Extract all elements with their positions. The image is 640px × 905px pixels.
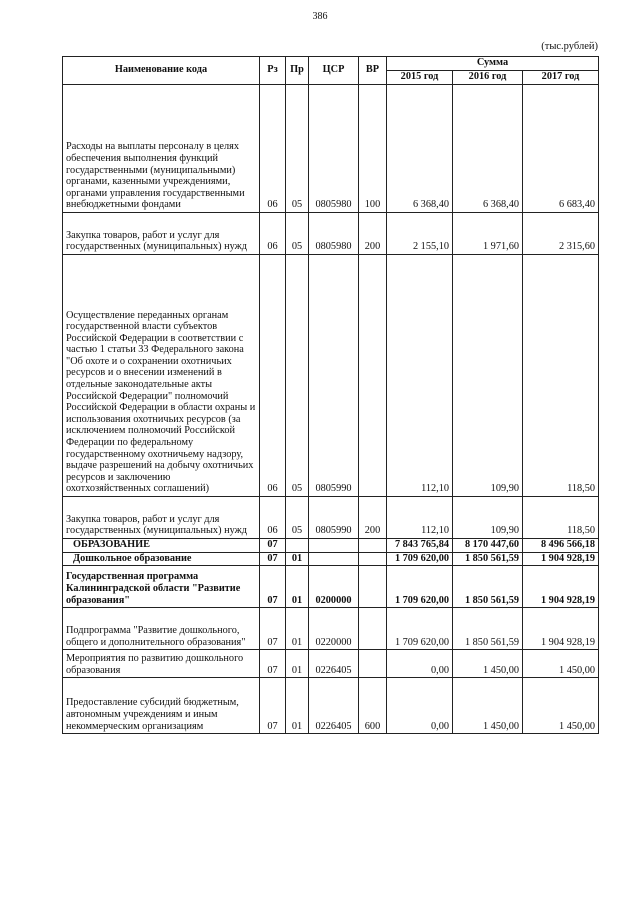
row-pr: 05 (286, 213, 309, 255)
row-2017: 1 904 928,19 (523, 566, 599, 608)
row-pr: 01 (286, 566, 309, 608)
row-vr (359, 255, 387, 497)
row-2016: 109,90 (453, 497, 523, 539)
row-2016: 1 450,00 (453, 650, 523, 678)
header-name: Наименование кода (63, 57, 260, 85)
row-name: Расходы на выплаты персоналу в целях обеспечения выполнения функций государственными (муниципальными) органами, казенными учреждениями, органами управления государственными внебюджетными фондами (63, 85, 260, 213)
header-2016: 2016 год (453, 71, 523, 85)
row-2015: 112,10 (387, 497, 453, 539)
row-vr (359, 539, 387, 553)
row-2017: 118,50 (523, 255, 599, 497)
row-2017: 8 496 566,18 (523, 539, 599, 553)
row-vr: 200 (359, 213, 387, 255)
row-pr (286, 539, 309, 553)
page-number: 386 (312, 11, 328, 22)
header-pr: Пр (286, 57, 309, 85)
row-2015: 0,00 (387, 650, 453, 678)
row-2016: 1 850 561,59 (453, 608, 523, 650)
header-vr: ВР (359, 57, 387, 85)
row-rz: 06 (260, 497, 286, 539)
table-row (63, 608, 599, 650)
row-csr: 0220000 (309, 608, 359, 650)
row-csr (309, 539, 359, 553)
row-2017: 1 450,00 (523, 650, 599, 678)
row-name: Подпрограмма "Развитие дошкольного, общего и дополнительного образования" (63, 608, 260, 650)
row-2016: 1 971,60 (453, 213, 523, 255)
header-2017: 2017 год (523, 71, 599, 85)
row-rz: 07 (260, 539, 286, 553)
table-row (63, 497, 599, 539)
table-row (63, 678, 599, 734)
row-rz: 06 (260, 213, 286, 255)
row-pr: 01 (286, 678, 309, 734)
row-rz: 06 (260, 255, 286, 497)
header-rz: Рз (260, 57, 286, 85)
row-pr: 05 (286, 255, 309, 497)
row-vr: 100 (359, 85, 387, 213)
row-2015: 1 709 620,00 (387, 566, 453, 608)
row-vr (359, 552, 387, 566)
row-vr: 600 (359, 678, 387, 734)
row-name: ОБРАЗОВАНИЕ (63, 539, 260, 553)
row-2015: 2 155,10 (387, 213, 453, 255)
row-vr (359, 608, 387, 650)
header-csr: ЦСР (309, 57, 359, 85)
row-vr (359, 650, 387, 678)
table-row (63, 539, 599, 553)
row-name: Государственная программа Калининградской области "Развитие образования" (63, 566, 260, 608)
row-name: Дошкольное образование (63, 552, 260, 566)
row-csr: 0200000 (309, 566, 359, 608)
table-row (63, 566, 599, 608)
row-rz: 06 (260, 85, 286, 213)
table-row (63, 650, 599, 678)
row-csr: 0226405 (309, 678, 359, 734)
row-csr (309, 552, 359, 566)
row-2016: 1 850 561,59 (453, 566, 523, 608)
row-name: Осуществление переданных органам государственной власти субъектов Российской Федерации в соответствии с частью 1 статьи 33 Федерального закона "Об охоте и о сохранении охотничьих ресурсов и о внесении изменений в отдельные законодательные акты Российской Федерации" полномочий Российской Федерации в области охраны и использования охотничьих ресурсов (за исключением полномочий Российской Федерации по федеральному государственному охотничьему надзору, выдаче разрешений на добычу охотничьих ресурсов и заключению охотхозяйственных соглашений) (63, 255, 260, 497)
row-2016: 109,90 (453, 255, 523, 497)
row-2017: 1 904 928,19 (523, 552, 599, 566)
row-vr (359, 566, 387, 608)
row-2016: 1 450,00 (453, 678, 523, 734)
row-pr: 01 (286, 650, 309, 678)
row-vr: 200 (359, 497, 387, 539)
table-row (63, 255, 599, 497)
row-2016: 1 850 561,59 (453, 552, 523, 566)
row-2015: 7 843 765,84 (387, 539, 453, 553)
row-name: Закупка товаров, работ и услуг для государственных (муниципальных) нужд (63, 497, 260, 539)
header-2015: 2015 год (387, 71, 453, 85)
row-2017: 1 904 928,19 (523, 608, 599, 650)
table-row (63, 85, 599, 213)
row-name: Мероприятия по развитию дошкольного образования (63, 650, 260, 678)
header-sum: Сумма (387, 57, 599, 71)
row-pr: 01 (286, 552, 309, 566)
row-rz: 07 (260, 650, 286, 678)
row-pr: 05 (286, 85, 309, 213)
row-csr: 0805980 (309, 213, 359, 255)
row-pr: 01 (286, 608, 309, 650)
row-2017: 6 683,40 (523, 85, 599, 213)
row-rz: 07 (260, 678, 286, 734)
row-2015: 6 368,40 (387, 85, 453, 213)
table-row (63, 213, 599, 255)
row-csr: 0226405 (309, 650, 359, 678)
row-2017: 118,50 (523, 497, 599, 539)
row-2015: 1 709 620,00 (387, 552, 453, 566)
row-2017: 1 450,00 (523, 678, 599, 734)
row-name: Закупка товаров, работ и услуг для государственных (муниципальных) нужд (63, 213, 260, 255)
row-pr: 05 (286, 497, 309, 539)
row-csr: 0805980 (309, 85, 359, 213)
row-2015: 112,10 (387, 255, 453, 497)
row-rz: 07 (260, 566, 286, 608)
row-csr: 0805990 (309, 497, 359, 539)
table-row (63, 552, 599, 566)
row-name: Предоставление субсидий бюджетным, автономным учреждениям и иным некоммерческим организациям (63, 678, 260, 734)
row-2015: 1 709 620,00 (387, 608, 453, 650)
row-csr: 0805990 (309, 255, 359, 497)
row-rz: 07 (260, 608, 286, 650)
row-2015: 0,00 (387, 678, 453, 734)
row-2017: 2 315,60 (523, 213, 599, 255)
row-rz: 07 (260, 552, 286, 566)
row-2016: 6 368,40 (453, 85, 523, 213)
budget-table (62, 56, 599, 734)
row-2016: 8 170 447,60 (453, 539, 523, 553)
units-label: (тыс.рублей) (541, 41, 598, 52)
